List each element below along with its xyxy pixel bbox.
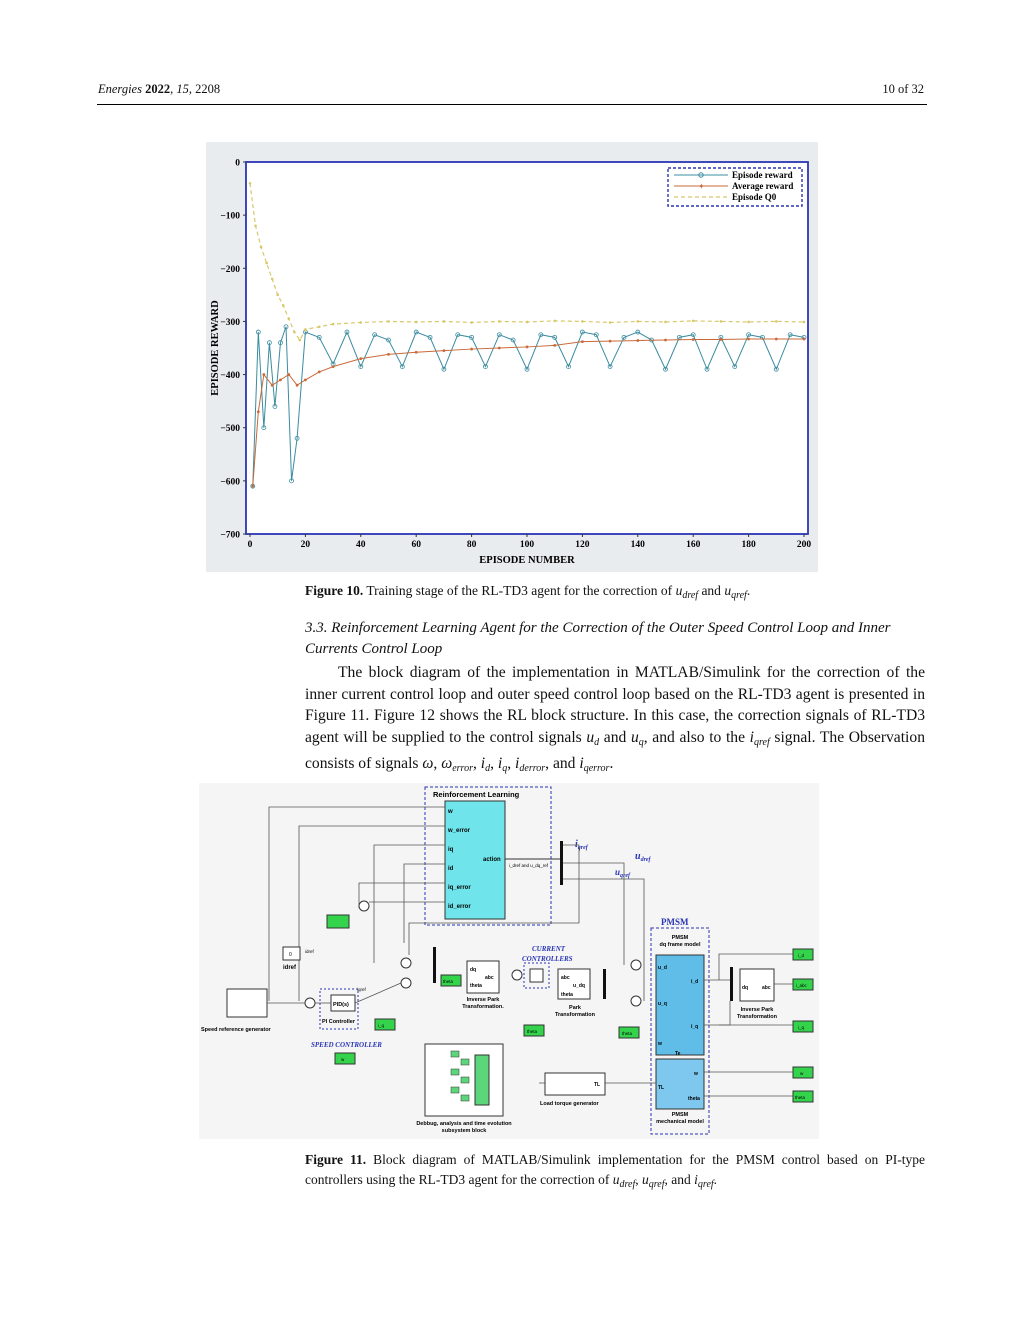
svg-text:w_error: w_error: [448, 828, 471, 834]
svg-text:TL: TL: [658, 1085, 665, 1091]
legend-marker-average-reward: ✦: [698, 182, 705, 191]
average-reward-point: [251, 485, 254, 488]
x-tick-label: 180: [741, 540, 756, 550]
episode-q0-point: [720, 320, 723, 323]
episode-q0-point: [415, 321, 418, 324]
episode-q0-point: [299, 339, 302, 342]
y-tick-label: −400: [220, 371, 240, 382]
episode-q0-point: [526, 321, 529, 324]
x-tick-label: 40: [356, 540, 366, 550]
average-reward-point: [332, 365, 335, 368]
sum-id: [401, 958, 411, 968]
y-tick-label: −700: [220, 530, 240, 541]
episode-q0-point: [276, 294, 279, 297]
x-tick-label: 0: [247, 540, 253, 550]
figure-11-caption: Figure 11. Block diagram of MATLAB/Simulink implementation for the PMSM control based on PI-type controllers using the RL-TD3 agent for the correction of $u_{dref}$, $u_{qref}$, and $i_{qref}$.: [305, 1152, 925, 1190]
average-reward-point: [359, 357, 362, 360]
svg-text:theta: theta: [527, 1029, 538, 1034]
svg-text:theta: theta: [795, 1095, 806, 1100]
figure-10-caption: Figure 10. Training stage of the RL-TD3 agent for the correction of $u_{dref}$ and $u_{qref}$.: [305, 583, 751, 601]
legend-average-reward: Average reward: [732, 181, 794, 191]
figure-10-chart: [206, 142, 818, 572]
speed-reference-label: Speed reference generator: [201, 1027, 271, 1033]
svg-text:theta: theta: [470, 983, 482, 989]
average-reward-point: [692, 338, 695, 341]
svg-text:iq: iq: [448, 847, 454, 853]
svg-text:theta: theta: [688, 1096, 700, 1102]
average-reward-point: [318, 371, 321, 374]
svg-text:w: w: [694, 1071, 698, 1077]
episode-q0-point: [360, 321, 363, 324]
sum-uq: [631, 996, 641, 1006]
y-tick-label: −200: [220, 264, 240, 275]
journal-name: Energies: [98, 82, 142, 96]
svg-text:id: id: [448, 866, 454, 872]
pid-label: PID(s): [333, 1002, 349, 1008]
demux-bar: [560, 841, 563, 885]
sum-current: [512, 970, 522, 980]
average-reward-point: [747, 338, 750, 341]
action-signal-label: i_dref and u_dq_ref: [509, 863, 549, 868]
svg-text:i_abc: i_abc: [796, 983, 807, 988]
episode-q0-point: [293, 331, 296, 334]
average-reward-point: [271, 384, 274, 387]
running-header: Energies 2022, 15, 2208: [98, 82, 221, 96]
svg-text:id_error: id_error: [448, 904, 471, 910]
episode-q0-point: [332, 323, 335, 326]
episode-q0-point: [265, 262, 268, 265]
y-tick-label: −100: [220, 211, 240, 222]
sum-iq: [401, 978, 411, 988]
svg-text:w: w: [800, 1071, 804, 1076]
section-title: 3.3. Reinforcement Learning Agent for the Correction of the Outer Speed Control Loop and Inner Currents Control Loop: [305, 620, 891, 657]
x-tick-label: 20: [300, 540, 311, 550]
x-tick-label: 120: [575, 540, 590, 550]
svg-text:dq: dq: [470, 967, 477, 973]
figure-11-label: Figure 11.: [305, 1152, 367, 1167]
episode-q0-point: [282, 304, 285, 307]
episode-q0-point: [581, 320, 584, 323]
episode-q0-point: [318, 325, 321, 328]
svg-text:u_q: u_q: [658, 1001, 667, 1007]
idref-label: idref: [283, 965, 297, 971]
mux-bar-2: [730, 967, 733, 1001]
average-reward-point: [443, 349, 446, 352]
episode-q0-point: [443, 320, 446, 323]
average-reward-point: [415, 351, 418, 354]
svg-text:theta: theta: [622, 1031, 633, 1036]
journal-year: 2022: [145, 82, 171, 96]
average-reward-point: [803, 338, 806, 341]
episode-q0-point: [387, 320, 390, 323]
svg-text:i_q: i_q: [378, 1023, 385, 1028]
svg-text:u_d: u_d: [658, 965, 667, 971]
pi-controller-label: PI Controller: [322, 1019, 356, 1025]
relay-block: [530, 969, 543, 982]
udref-label: $u_{dref}$: [635, 851, 651, 863]
svg-text:TL: TL: [594, 1082, 601, 1088]
sum-ud: [631, 960, 641, 970]
svg-text:idref: idref: [305, 949, 314, 954]
x-axis-label: EPISODE NUMBER: [479, 555, 575, 566]
episode-q0-point: [692, 320, 695, 323]
average-reward-point: [287, 373, 290, 376]
svg-text:theta: theta: [443, 979, 454, 984]
average-reward-point: [279, 378, 282, 381]
legend: [668, 168, 802, 206]
average-reward-point: [262, 373, 265, 376]
x-tick-label: 100: [519, 540, 535, 550]
svg-text:w: w: [448, 809, 453, 815]
y-tick-label: −600: [220, 477, 240, 488]
svg-text:i_d: i_d: [798, 953, 805, 958]
episode-q0-point: [498, 320, 501, 323]
y-tick-label: −300: [220, 317, 240, 328]
average-reward-point: [470, 348, 473, 351]
speed-reference-block: [227, 989, 267, 1017]
episode-q0-point: [287, 317, 290, 320]
svg-text:abc: abc: [485, 975, 494, 981]
rl-action-port: action: [483, 857, 501, 863]
average-reward-point: [257, 410, 260, 413]
speed-controller-label: SPEED CONTROLLER: [311, 1041, 382, 1049]
average-reward-point: [296, 384, 299, 387]
svg-text:i_d: i_d: [691, 979, 699, 985]
average-reward-point: [387, 353, 390, 356]
svg-text:i_q: i_q: [691, 1024, 699, 1030]
figure-10-label: Figure 10.: [305, 583, 364, 598]
episode-q0-point: [271, 278, 274, 281]
episode-q0-point: [637, 320, 640, 323]
inverse-park-label: Inverse Park Transformation.: [462, 997, 504, 1010]
debug-subsystem-label: Debbug, analysis and time evolution subsystem block: [416, 1121, 512, 1134]
average-reward-point: [304, 378, 307, 381]
svg-text:abc: abc: [762, 985, 771, 991]
average-reward-point: [526, 346, 529, 349]
x-tick-label: 60: [411, 540, 421, 550]
rl-title: Reinforcement Learning: [433, 790, 520, 799]
journal-volume: 15: [176, 82, 189, 96]
park-label: Park Transformation: [554, 1005, 596, 1018]
y-tick-label: −500: [220, 424, 240, 435]
header-rule: [97, 104, 927, 105]
uqref-label: $u_{qref}$: [615, 867, 631, 879]
svg-text:0: 0: [289, 952, 292, 958]
episode-q0-point: [470, 321, 473, 324]
average-reward-point: [498, 347, 501, 350]
diagram-background: [199, 783, 819, 1139]
episode-q0-point: [664, 321, 667, 324]
average-reward-point: [636, 339, 639, 342]
svg-text:w: w: [341, 1057, 345, 1062]
x-tick-label: 200: [796, 540, 812, 550]
page-number: 10 of 32: [882, 82, 924, 96]
y-axis-label: EPISODE REWARD: [210, 300, 221, 396]
episode-q0-point: [747, 321, 750, 324]
svg-text:u_dq: u_dq: [573, 983, 585, 989]
svg-text:dq: dq: [742, 985, 749, 991]
legend-episode-q0: Episode Q0: [732, 192, 777, 202]
episode-q0-point: [609, 321, 612, 324]
average-reward-point: [720, 338, 723, 341]
svg-text:iqref: iqref: [357, 987, 366, 992]
current-controllers-label: CURRENT CONTROLLERS: [522, 945, 573, 963]
svg-text:w: w: [658, 1041, 662, 1047]
episode-q0-point: [803, 321, 806, 324]
svg-text:iq_error: iq_error: [448, 885, 471, 891]
mux-bar: [433, 947, 436, 983]
pmsm-label: PMSM: [661, 917, 689, 927]
iqref-label: $i_{qref}$: [575, 839, 588, 851]
legend-episode-reward: Episode reward: [732, 170, 793, 180]
svg-text:abc: abc: [561, 975, 570, 981]
episode-q0-point: [254, 224, 257, 227]
average-reward-point: [775, 338, 778, 341]
episode-q0-point: [775, 320, 778, 323]
load-torque-label: Load torque generator: [540, 1101, 599, 1107]
svg-text:Te: Te: [675, 1051, 681, 1057]
average-reward-point: [553, 344, 556, 347]
svg-text:i_q: i_q: [798, 1025, 805, 1030]
average-reward-point: [609, 340, 612, 343]
sum-speed-error: [305, 998, 315, 1008]
y-tick-label: 0: [235, 158, 240, 169]
episode-q0-point: [260, 246, 263, 249]
average-reward-point: [664, 339, 667, 342]
article-number: 2208: [195, 82, 221, 96]
average-reward-point: [581, 340, 584, 343]
x-tick-label: 160: [686, 540, 701, 550]
episode-q0-point: [553, 320, 556, 323]
park-demux: [603, 969, 606, 999]
pmsm-dq-title: PMSM dq frame model: [659, 935, 701, 948]
sum-id-error: [359, 901, 369, 911]
body-paragraph: The block diagram of the implementation in MATLAB/Simulink for the correction of the inner current control loop and outer speed control loop based on the RL-TD3 agent is presented in Figure 11. Figure 12 shows the RL block structure. In this case, the correction signals of RL-TD3 agent will be supplied to the control signals $u_d$ and $u_q$, and also to the $i_{qref}$ signal. The Observation consists of signals ω, $\omega_{error}$, $i_d$, $i_q$, $i_{derror}$, and $i_{qerror}$.: [305, 664, 925, 774]
x-tick-label: 140: [630, 540, 645, 550]
x-tick-label: 80: [466, 540, 477, 550]
pmsm-mech-title: PMSM mechanical model: [656, 1112, 704, 1125]
episode-q0-point: [249, 182, 252, 185]
tag-i-d-from: [327, 915, 349, 928]
inverse-park-label-2: Inverse Park Transformation: [736, 1007, 778, 1020]
episode-q0-point: [304, 328, 307, 331]
figure-11-block-diagram: [199, 783, 819, 1139]
svg-text:theta: theta: [561, 992, 573, 998]
